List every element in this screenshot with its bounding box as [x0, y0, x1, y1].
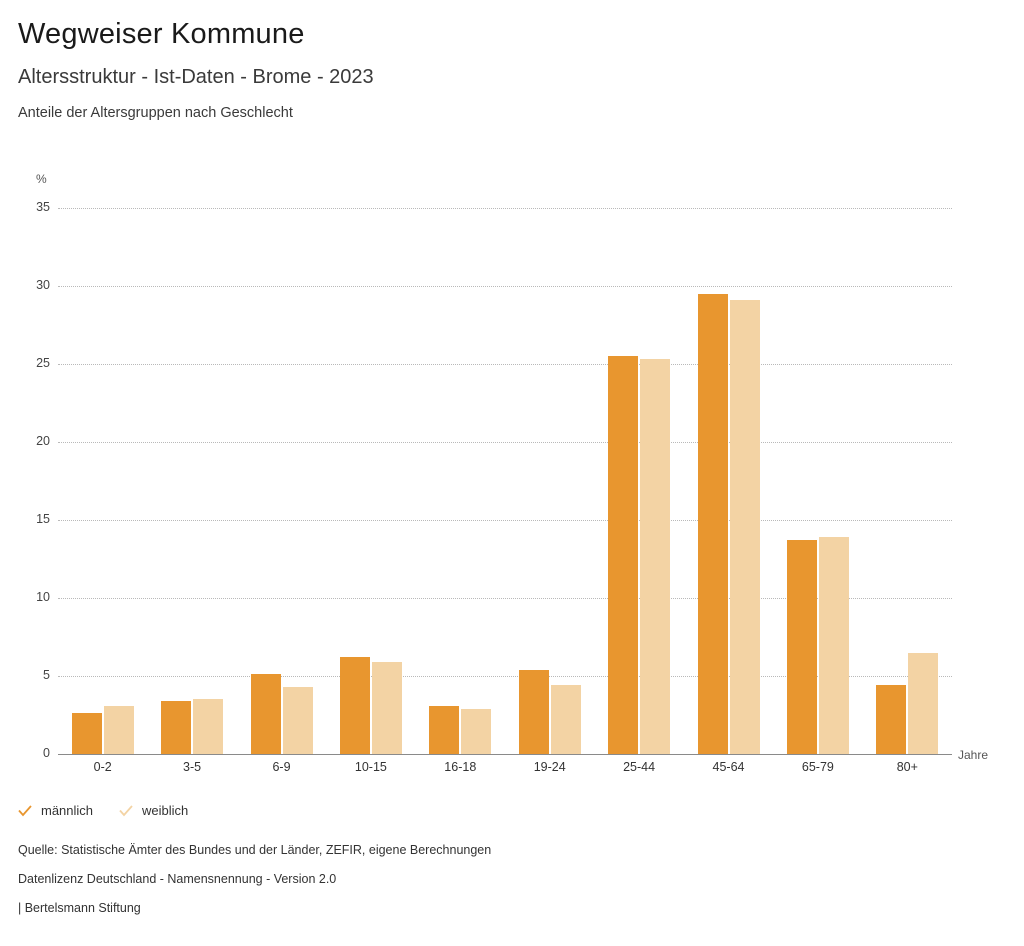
footer-license: Datenlizenz Deutschland - Namensnennung - Version 2.0: [18, 872, 337, 886]
bar-group: [251, 208, 313, 754]
legend-item[interactable]: [18, 803, 93, 818]
x-axis-unit: Jahre: [958, 748, 989, 762]
bar-group: [787, 208, 849, 754]
bar[interactable]: [161, 701, 191, 754]
bar[interactable]: [193, 699, 223, 754]
x-axis-tick-label: 80+: [896, 760, 918, 774]
bar-group: [72, 208, 134, 754]
x-axis-tick-label: 3-5: [183, 760, 202, 774]
bar[interactable]: [819, 537, 849, 754]
bar[interactable]: [551, 685, 581, 754]
check-icon: [119, 804, 133, 818]
x-axis-tick-label: 16-18: [444, 760, 477, 774]
chart-legend: [18, 803, 188, 818]
bar-group: [519, 208, 581, 754]
y-axis-tick-label: 25: [36, 356, 50, 370]
footer-publisher: | Bertelsmann Stiftung: [18, 901, 141, 915]
y-axis-tick-label: 15: [36, 512, 50, 526]
footer-source: Quelle: Statistische Ämter des Bundes und der Länder, ZEFIR, eigene Berechnungen: [18, 843, 492, 857]
bar-series: [58, 208, 952, 754]
bar-group: [161, 208, 223, 754]
x-axis-tick-label: 10-15: [354, 760, 387, 774]
plot-area: [58, 208, 952, 754]
y-axis-tick-label: 5: [43, 668, 50, 682]
bar[interactable]: [72, 713, 102, 754]
legend-item-label: weiblich: [142, 803, 189, 818]
x-axis-tick-label: 0-2: [93, 760, 112, 774]
bar[interactable]: [519, 670, 549, 754]
bar-group: [698, 208, 760, 754]
bar-group: [608, 208, 670, 754]
bar-group: [429, 208, 491, 754]
x-axis-tick-label: 45-64: [712, 760, 745, 774]
bar[interactable]: [608, 356, 638, 754]
y-axis-unit: %: [36, 172, 47, 186]
bar[interactable]: [787, 540, 817, 754]
x-axis-tick-label: 65-79: [801, 760, 834, 774]
chart-footer: [18, 843, 491, 915]
bar[interactable]: [908, 653, 938, 754]
bar-group: [340, 208, 402, 754]
bar[interactable]: [283, 687, 313, 754]
bar[interactable]: [461, 709, 491, 754]
x-axis-tick-label: 19-24: [533, 760, 566, 774]
bar[interactable]: [340, 657, 370, 754]
x-axis-tick-label: 6-9: [272, 760, 291, 774]
chart-subtitle: Altersstruktur - Ist-Daten - Brome - 2023: [18, 66, 374, 88]
bar[interactable]: [104, 706, 134, 754]
y-axis-tick-label: 0: [43, 746, 50, 760]
x-axis-labels: [58, 760, 952, 780]
bar[interactable]: [372, 662, 402, 754]
gridline: [58, 754, 952, 755]
bar[interactable]: [698, 294, 728, 754]
check-icon: [18, 804, 32, 818]
legend-item-label: männlich: [41, 803, 94, 818]
bar[interactable]: [730, 300, 760, 754]
page-title: Wegweiser Kommune: [18, 18, 305, 50]
y-axis-tick-label: 30: [36, 278, 50, 292]
bar-group: [876, 208, 938, 754]
y-axis-tick-label: 20: [36, 434, 50, 448]
bar[interactable]: [429, 706, 459, 754]
bar[interactable]: [251, 674, 281, 754]
x-axis-tick-label: 25-44: [623, 760, 656, 774]
y-axis-tick-label: 10: [36, 590, 50, 604]
bar[interactable]: [876, 685, 906, 754]
y-axis-tick-label: 35: [36, 200, 50, 214]
bar[interactable]: [640, 359, 670, 754]
legend-item[interactable]: [119, 803, 188, 818]
chart-description: Anteile der Altersgruppen nach Geschlecht: [18, 105, 293, 121]
